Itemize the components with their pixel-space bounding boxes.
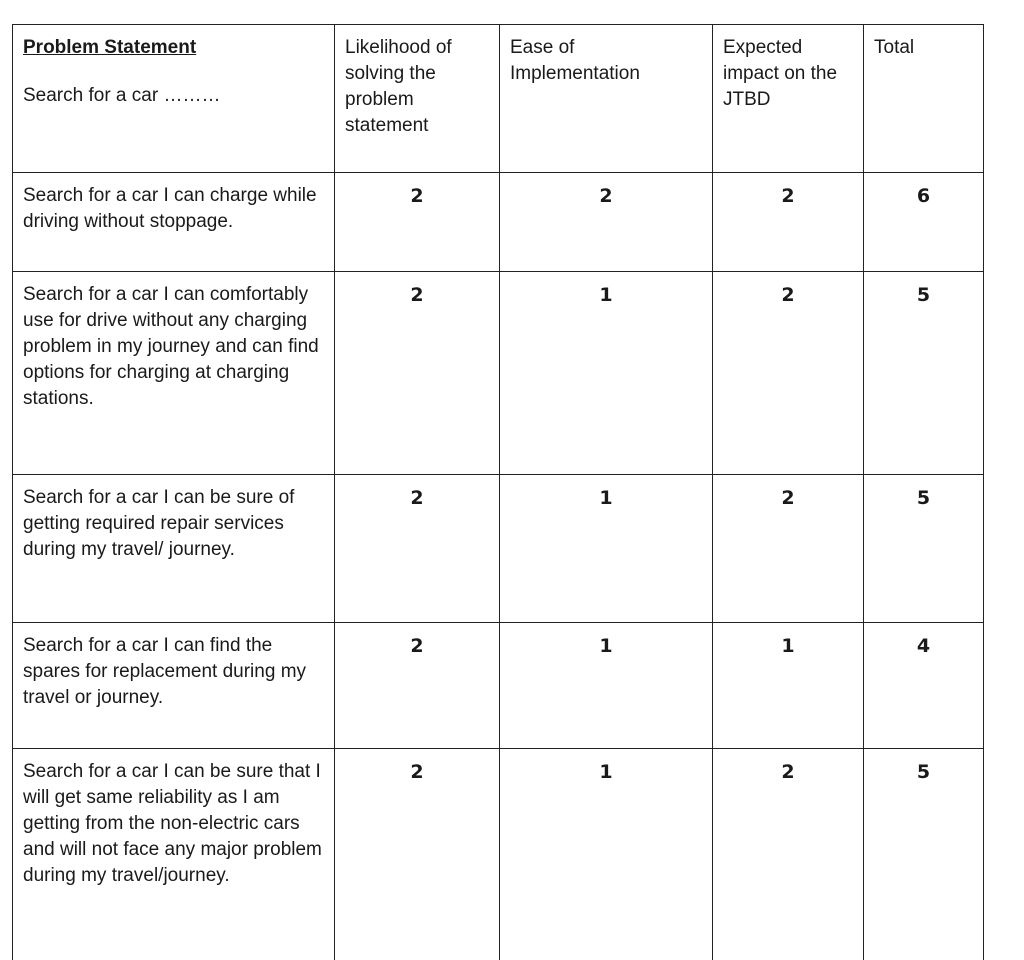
row-ease: 1 [500,749,713,960]
row-ease: 1 [500,623,713,749]
header-ease: Ease of Implementation [500,25,713,173]
table-row [13,475,984,623]
row-impact: 2 [713,749,864,960]
table-row [13,272,984,475]
header-total: Total [864,25,984,173]
row-total: 4 [864,623,984,749]
row-impact: 2 [713,272,864,475]
table-row [13,749,984,960]
row-statement: Search for a car I can be sure that I will get same reliability as I am getting from the non-electric cars and will not face any major problem during my travel/journey. [13,749,335,960]
header-impact: Expected impact on the JTBD [713,25,864,173]
row-likelihood: 2 [335,623,500,749]
row-impact: 2 [713,173,864,272]
row-statement: Search for a car I can comfortably use for drive without any charging problem in my journey and can find options for charging at charging stations. [13,272,335,475]
header-likelihood: Likelihood of solving the problem statement [335,25,500,173]
row-total: 5 [864,475,984,623]
header-problem-statement [13,25,335,173]
row-impact: 2 [713,475,864,623]
problem-statement-subtitle: Search for a car ……… [23,85,221,106]
row-likelihood: 2 [335,749,500,960]
table-row [13,623,984,749]
row-ease: 1 [500,475,713,623]
row-likelihood: 2 [335,173,500,272]
prioritization-table [12,24,984,960]
row-total: 6 [864,173,984,272]
row-total: 5 [864,272,984,475]
table-row [13,173,984,272]
table-header-row [13,25,984,173]
row-ease: 2 [500,173,713,272]
row-total: 5 [864,749,984,960]
problem-statement-title: Problem Statement [23,37,197,58]
row-likelihood: 2 [335,272,500,475]
row-statement: Search for a car I can find the spares for replacement during my travel or journey. [13,623,335,749]
row-likelihood: 2 [335,475,500,623]
row-statement: Search for a car I can charge while driving without stoppage. [13,173,335,272]
row-impact: 1 [713,623,864,749]
row-ease: 1 [500,272,713,475]
row-statement: Search for a car I can be sure of getting required repair services during my travel/ journey. [13,475,335,623]
